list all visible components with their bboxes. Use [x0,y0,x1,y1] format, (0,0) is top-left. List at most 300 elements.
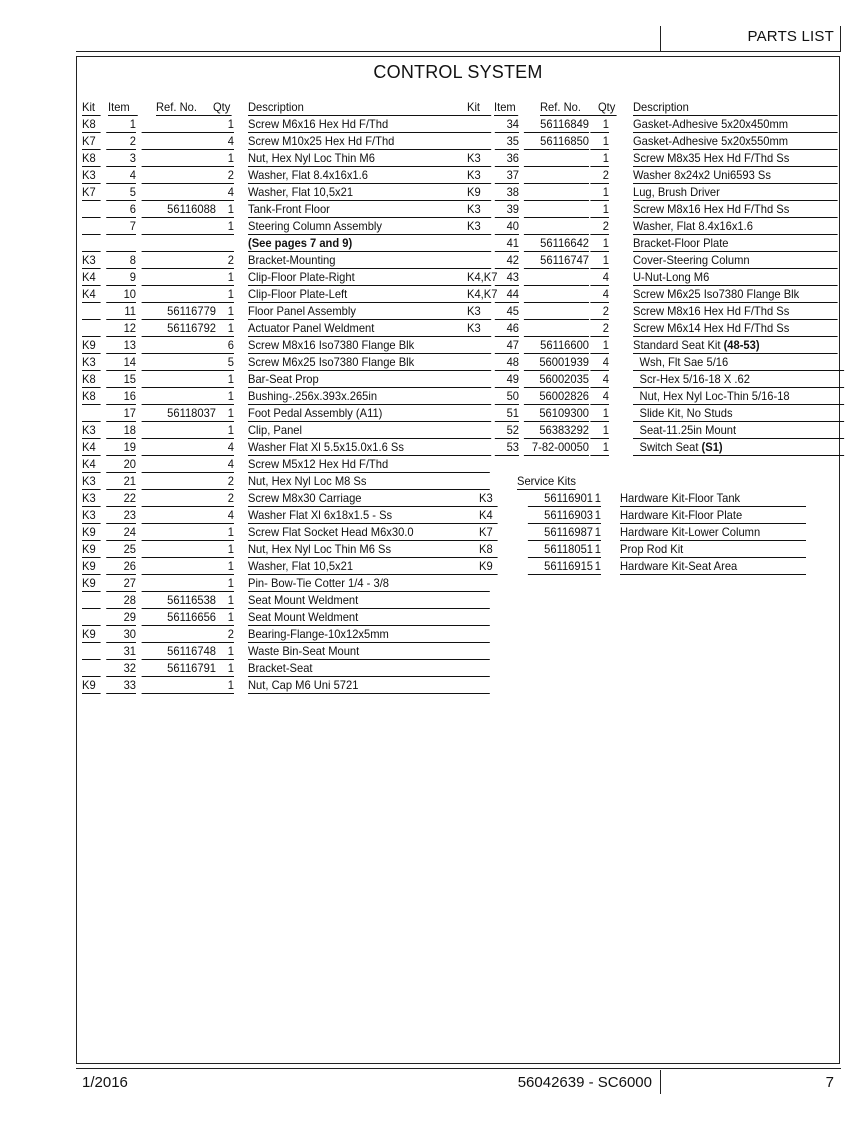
qty-cell: 1 [215,524,234,541]
item-cell: 25 [106,541,136,558]
qty-cell: 2 [215,252,234,269]
item-cell: 30 [106,626,136,643]
item-cell: 15 [106,371,136,388]
kit-cell: K9 [467,184,491,201]
item-cell: 47 [495,337,519,354]
kit-cell [467,252,491,269]
item-cell: 28 [106,592,136,609]
qty-cell: 5 [215,354,234,371]
kit-cell: K4 [82,439,101,456]
description-cell: Washer 8x24x2 Uni6593 Ss [633,167,838,184]
kit-cell: K3 [82,507,101,524]
description-cell: Screw M8x16 Iso7380 Flange Blk [248,337,490,354]
qty-cell: 1 [590,405,609,422]
ref-cell [142,558,216,575]
ref-cell [142,541,216,558]
col-ref: Ref. No. [540,99,605,116]
qty-cell: 4 [215,456,234,473]
col-item: Item [494,99,518,116]
description-cell: Tank-Front Floor [248,201,490,218]
description-cell: Screw Flat Socket Head M6x30.0 [248,524,490,541]
col-item: Item [108,99,138,116]
item-cell: 1 [106,116,136,133]
kit-cell: K9 [82,575,101,592]
description-cell: Clip-Floor Plate-Left [248,286,490,303]
item-cell: 23 [106,507,136,524]
item-cell: 4 [106,167,136,184]
item-cell: 31 [106,643,136,660]
description-cell: Waste Bin-Seat Mount [248,643,490,660]
ref-cell [142,133,216,150]
kit-cell: K4 [82,286,101,303]
item-cell: 53 [495,439,519,456]
kit-cell [467,388,491,405]
description-cell: Washer, Flat 10,5x21 [248,558,490,575]
qty-cell: 2 [590,320,609,337]
qty-cell: 4 [590,371,609,388]
qty-cell: 1 [590,184,609,201]
qty-cell: 1 [215,541,234,558]
footer-doc-number: 56042639 - SC6000 [517,1074,652,1091]
item-cell: 45 [495,303,519,320]
kit-cell: K9 [82,677,101,694]
qty-cell: 4 [215,133,234,150]
page-title: CONTROL SYSTEM [373,62,543,82]
ref-cell: 56002035 [524,371,589,388]
description-cell: Screw M5x12 Hex Hd F/Thd [248,456,490,473]
kit-cell: K8 [82,388,101,405]
description-cell: Screw M6x25 Iso7380 Flange Blk [248,354,490,371]
section-title: PARTS LIST [747,28,834,45]
item-cell: 21 [106,473,136,490]
qty-cell: 1 [215,218,234,235]
kit-cell: K3 [467,303,491,320]
description-cell: Nut, Hex Nyl Loc Thin M6 Ss [248,541,490,558]
qty-cell: 4 [590,269,609,286]
kit-cell [82,643,101,660]
qty-cell: 1 [590,337,609,354]
item-cell: 38 [495,184,519,201]
ref-cell [142,507,216,524]
qty-cell: 1 [215,303,234,320]
ref-cell [142,473,216,490]
description-cell: Screw M8x16 Hex Hd F/Thd Ss [633,201,838,218]
description-cell: Clip, Panel [248,422,490,439]
qty-cell: 1 [215,660,234,677]
col-qty: Qty [598,100,616,114]
item-cell: 6 [106,201,136,218]
qty-cell: 4 [215,184,234,201]
ref-cell [142,337,216,354]
ref-cell: 56116088 [142,201,216,218]
description-cell: Screw M6x14 Hex Hd F/Thd Ss [633,320,838,337]
item-cell: 33 [106,677,136,694]
ref-cell [142,371,216,388]
item-cell: 52 [495,422,519,439]
kit-cell: K8 [479,541,498,558]
ref-cell: 56116791 [142,660,216,677]
kit-cell [82,405,101,422]
item-cell: 24 [106,524,136,541]
qty-cell: 1 [592,541,601,558]
qty-cell: 2 [590,218,609,235]
description-cell: Hardware Kit-Seat Area [620,558,806,575]
ref-cell [142,116,216,133]
item-cell: 43 [495,269,519,286]
description-cell: Cover-Steering Column [633,252,838,269]
kit-cell [467,337,491,354]
qty-cell: 1 [590,133,609,150]
qty-cell: 1 [592,558,601,575]
kit-cell: K3 [82,422,101,439]
kit-cell [467,371,491,388]
kit-cell [467,133,491,150]
kit-cell [82,320,101,337]
page-number: 7 [825,1074,834,1091]
col-kit: Kit [467,99,491,116]
kit-cell: K4 [479,507,498,524]
col-qty: Qty [213,100,231,114]
item-cell: 42 [495,252,519,269]
kit-cell: K8 [82,371,101,388]
ref-cell [142,388,216,405]
item-cell: 32 [106,660,136,677]
qty-cell: 1 [215,269,234,286]
item-cell: 2 [106,133,136,150]
kit-cell: K9 [479,558,498,575]
item-cell: 39 [495,201,519,218]
ref-cell: 56116538 [142,592,216,609]
qty-cell: 1 [590,201,609,218]
col-ref: Ref. No. [156,99,221,116]
item-cell: 29 [106,609,136,626]
header-divider [660,26,661,51]
qty-cell: 4 [590,388,609,405]
ref-cell: 56116748 [142,643,216,660]
kit-cell [82,660,101,677]
ref-cell [524,201,589,218]
item-cell: 11 [106,303,136,320]
qty-cell: 2 [215,490,234,507]
description-cell: Bushing-.256x.393x.265in [248,388,490,405]
kit-cell [467,439,491,456]
qty-cell: 1 [215,116,234,133]
qty-cell: 1 [215,558,234,575]
kit-cell: K3 [82,252,101,269]
service-kits-title: Service Kits [517,474,576,488]
item-cell: 26 [106,558,136,575]
description-cell: Bracket-Seat [248,660,490,677]
qty-cell: 1 [215,609,234,626]
col-desc: Description [248,99,490,116]
ref-cell: 56116901 [528,490,593,507]
description-cell: U-Nut-Long M6 [633,269,838,286]
description-cell: Washer, Flat 8.4x16x1.6 [633,218,838,235]
kit-cell: K7 [479,524,498,541]
item-cell: 14 [106,354,136,371]
description-cell: Slide Kit, No Studs [633,405,844,422]
item-cell: 37 [495,167,519,184]
kit-cell: K3 [479,490,498,507]
qty-cell: 1 [215,320,234,337]
ref-cell [142,456,216,473]
col-desc: Description [633,99,838,116]
description-cell: Nut, Hex Nyl Loc M8 Ss [248,473,490,490]
ref-cell [142,218,216,235]
header-right-edge [840,26,841,51]
description-cell: Screw M8x30 Carriage [248,490,490,507]
ref-cell: 56116850 [524,133,589,150]
kit-cell: K3 [467,201,491,218]
qty-cell: 1 [215,371,234,388]
footer-date: 1/2016 [82,1074,128,1091]
description-cell: Washer Flat Xl 5.5x15.0x1.6 Ss [248,439,490,456]
kit-cell [82,218,101,235]
qty-cell: 1 [215,422,234,439]
qty-cell: 1 [215,643,234,660]
ref-cell [524,286,589,303]
description-cell: Clip-Floor Plate-Right [248,269,490,286]
ref-cell: 56109300 [524,405,589,422]
kit-cell: K3 [82,167,101,184]
footer-rule [76,1068,841,1069]
description-cell: Screw M10x25 Hex Hd F/Thd [248,133,490,150]
description-cell: Screw M8x16 Hex Hd F/Thd Ss [633,303,838,320]
description-cell: Seat-11.25in Mount [633,422,844,439]
ref-cell: 56001939 [524,354,589,371]
qty-cell: 1 [215,201,234,218]
kit-cell: K8 [82,150,101,167]
description-cell: Seat Mount Weldment [248,609,490,626]
qty-cell: 1 [590,439,609,456]
item-cell: 34 [495,116,519,133]
kit-cell [82,235,101,252]
item-cell: 18 [106,422,136,439]
description-cell: Scr-Hex 5/16-18 X .62 [633,371,844,388]
description-cell: Gasket-Adhesive 5x20x450mm [633,116,838,133]
description-cell: Seat Mount Weldment [248,592,490,609]
qty-cell: 1 [590,150,609,167]
ref-cell [142,235,216,252]
ref-cell: 56116747 [524,252,589,269]
qty-cell: 1 [590,252,609,269]
description-cell: Standard Seat Kit (48-53) [633,337,838,354]
qty-cell: 1 [590,422,609,439]
ref-cell [524,320,589,337]
qty-cell: 1 [215,405,234,422]
qty-cell: 4 [215,507,234,524]
ref-cell [524,184,589,201]
ref-cell: 56116903 [528,507,593,524]
item-cell: 48 [495,354,519,371]
ref-cell [142,524,216,541]
qty-cell: 2 [590,167,609,184]
description-cell: Lug, Brush Driver [633,184,838,201]
item-cell: 12 [106,320,136,337]
item-cell: 49 [495,371,519,388]
item-cell: 13 [106,337,136,354]
qty-cell: 4 [590,354,609,371]
item-cell: 51 [495,405,519,422]
description-cell: Steering Column Assembly [248,218,490,235]
qty-cell: 1 [215,150,234,167]
item-cell [106,235,136,252]
ref-cell [142,626,216,643]
kit-cell [82,592,101,609]
description-cell: Wsh, Flt Sae 5/16 [633,354,844,371]
item-cell: 40 [495,218,519,235]
qty-cell: 1 [592,507,601,524]
kit-cell [467,405,491,422]
qty-cell: 1 [590,235,609,252]
ref-cell: 56383292 [524,422,589,439]
kit-cell: K7 [82,184,101,201]
item-cell: 36 [495,150,519,167]
kit-cell [467,235,491,252]
item-cell: 7 [106,218,136,235]
description-cell: Washer Flat Xl 6x18x1.5 - Ss [248,507,490,524]
description-cell: Hardware Kit-Floor Plate [620,507,806,524]
qty-cell: 2 [215,626,234,643]
ref-cell: 56116792 [142,320,216,337]
kit-cell [467,354,491,371]
kit-cell: K9 [82,337,101,354]
item-cell: 9 [106,269,136,286]
footer-divider [660,1070,661,1094]
ref-cell [524,303,589,320]
ref-cell [524,167,589,184]
ref-cell: 56116987 [528,524,593,541]
header-rule [76,51,841,52]
kit-cell: K9 [82,541,101,558]
description-cell: Nut, Cap M6 Uni 5721 [248,677,490,694]
description-cell: Hardware Kit-Lower Column [620,524,806,541]
kit-cell: K3 [82,490,101,507]
description-cell: Switch Seat (S1) [633,439,844,456]
description-cell: Washer, Flat 10,5x21 [248,184,490,201]
qty-cell: 2 [215,473,234,490]
item-cell: 8 [106,252,136,269]
item-cell: 27 [106,575,136,592]
ref-cell [524,218,589,235]
item-cell: 16 [106,388,136,405]
description-cell: Washer, Flat 8.4x16x1.6 [248,167,490,184]
kit-cell: K4,K7 [467,270,498,284]
item-cell: 5 [106,184,136,201]
description-cell: Gasket-Adhesive 5x20x550mm [633,133,838,150]
description-cell: Bracket-Mounting [248,252,490,269]
ref-cell: 56118051 [528,541,593,558]
kit-cell: K9 [82,558,101,575]
description-cell: Prop Rod Kit [620,541,806,558]
item-cell: 19 [106,439,136,456]
kit-cell [82,609,101,626]
kit-cell [467,422,491,439]
kit-cell: K7 [82,133,101,150]
ref-cell: 56116656 [142,609,216,626]
description-cell: Bearing-Flange-10x12x5mm [248,626,490,643]
qty-cell: 1 [215,388,234,405]
kit-cell: K4,K7 [467,287,498,301]
item-cell: 17 [106,405,136,422]
description-cell: Screw M6x16 Hex Hd F/Thd [248,116,490,133]
ref-cell [142,286,216,303]
kit-cell: K3 [82,473,101,490]
qty-cell: 1 [590,116,609,133]
description-cell: Pin- Bow-Tie Cotter 1/4 - 3/8 [248,575,490,592]
kit-cell [82,201,101,218]
kit-cell: K3 [467,218,491,235]
ref-cell [524,150,589,167]
qty-cell: 2 [215,167,234,184]
qty-cell: 1 [592,490,601,507]
kit-cell: K4 [82,456,101,473]
ref-cell [142,575,216,592]
ref-cell [142,269,216,286]
ref-cell [142,184,216,201]
qty-cell: 1 [215,575,234,592]
description-cell: Bar-Seat Prop [248,371,490,388]
description-cell: (See pages 7 and 9) [248,235,490,252]
kit-cell: K9 [82,524,101,541]
qty-cell: 1 [592,524,601,541]
ref-cell [142,439,216,456]
description-cell: Nut, Hex Nyl Loc Thin M6 [248,150,490,167]
item-cell: 50 [495,388,519,405]
description-cell: Screw M6x25 Iso7380 Flange Blk [633,286,838,303]
qty-cell: 1 [215,286,234,303]
item-cell: 44 [495,286,519,303]
ref-cell: 7-82-00050 [524,439,589,456]
col-kit: Kit [82,99,101,116]
ref-cell: 56116600 [524,337,589,354]
ref-cell: 56118037 [142,405,216,422]
qty-cell: 2 [590,303,609,320]
item-cell: 35 [495,133,519,150]
description-cell: Floor Panel Assembly [248,303,490,320]
description-cell: Screw M8x35 Hex Hd F/Thd Ss [633,150,838,167]
qty-cell: 1 [215,592,234,609]
description-cell: Bracket-Floor Plate [633,235,838,252]
ref-cell [142,422,216,439]
ref-cell: 56116849 [524,116,589,133]
qty-cell: 1 [215,677,234,694]
kit-cell [467,116,491,133]
kit-cell: K3 [82,354,101,371]
kit-cell: K4 [82,269,101,286]
ref-cell: 56116642 [524,235,589,252]
item-cell: 46 [495,320,519,337]
qty-cell: 4 [215,439,234,456]
description-cell: Hardware Kit-Floor Tank [620,490,806,507]
description-cell: Nut, Hex Nyl Loc-Thin 5/16-18 [633,388,844,405]
ref-cell: 56116779 [142,303,216,320]
item-cell: 41 [495,235,519,252]
qty-cell: 4 [590,286,609,303]
kit-cell: K3 [467,150,491,167]
ref-cell [142,354,216,371]
kit-cell: K8 [82,116,101,133]
kit-cell: K3 [467,320,491,337]
ref-cell [524,269,589,286]
ref-cell: 56116915 [528,558,593,575]
item-cell: 22 [106,490,136,507]
kit-cell: K9 [82,626,101,643]
ref-cell [142,150,216,167]
kit-cell: K3 [467,167,491,184]
ref-cell [142,167,216,184]
description-cell: Actuator Panel Weldment [248,320,490,337]
